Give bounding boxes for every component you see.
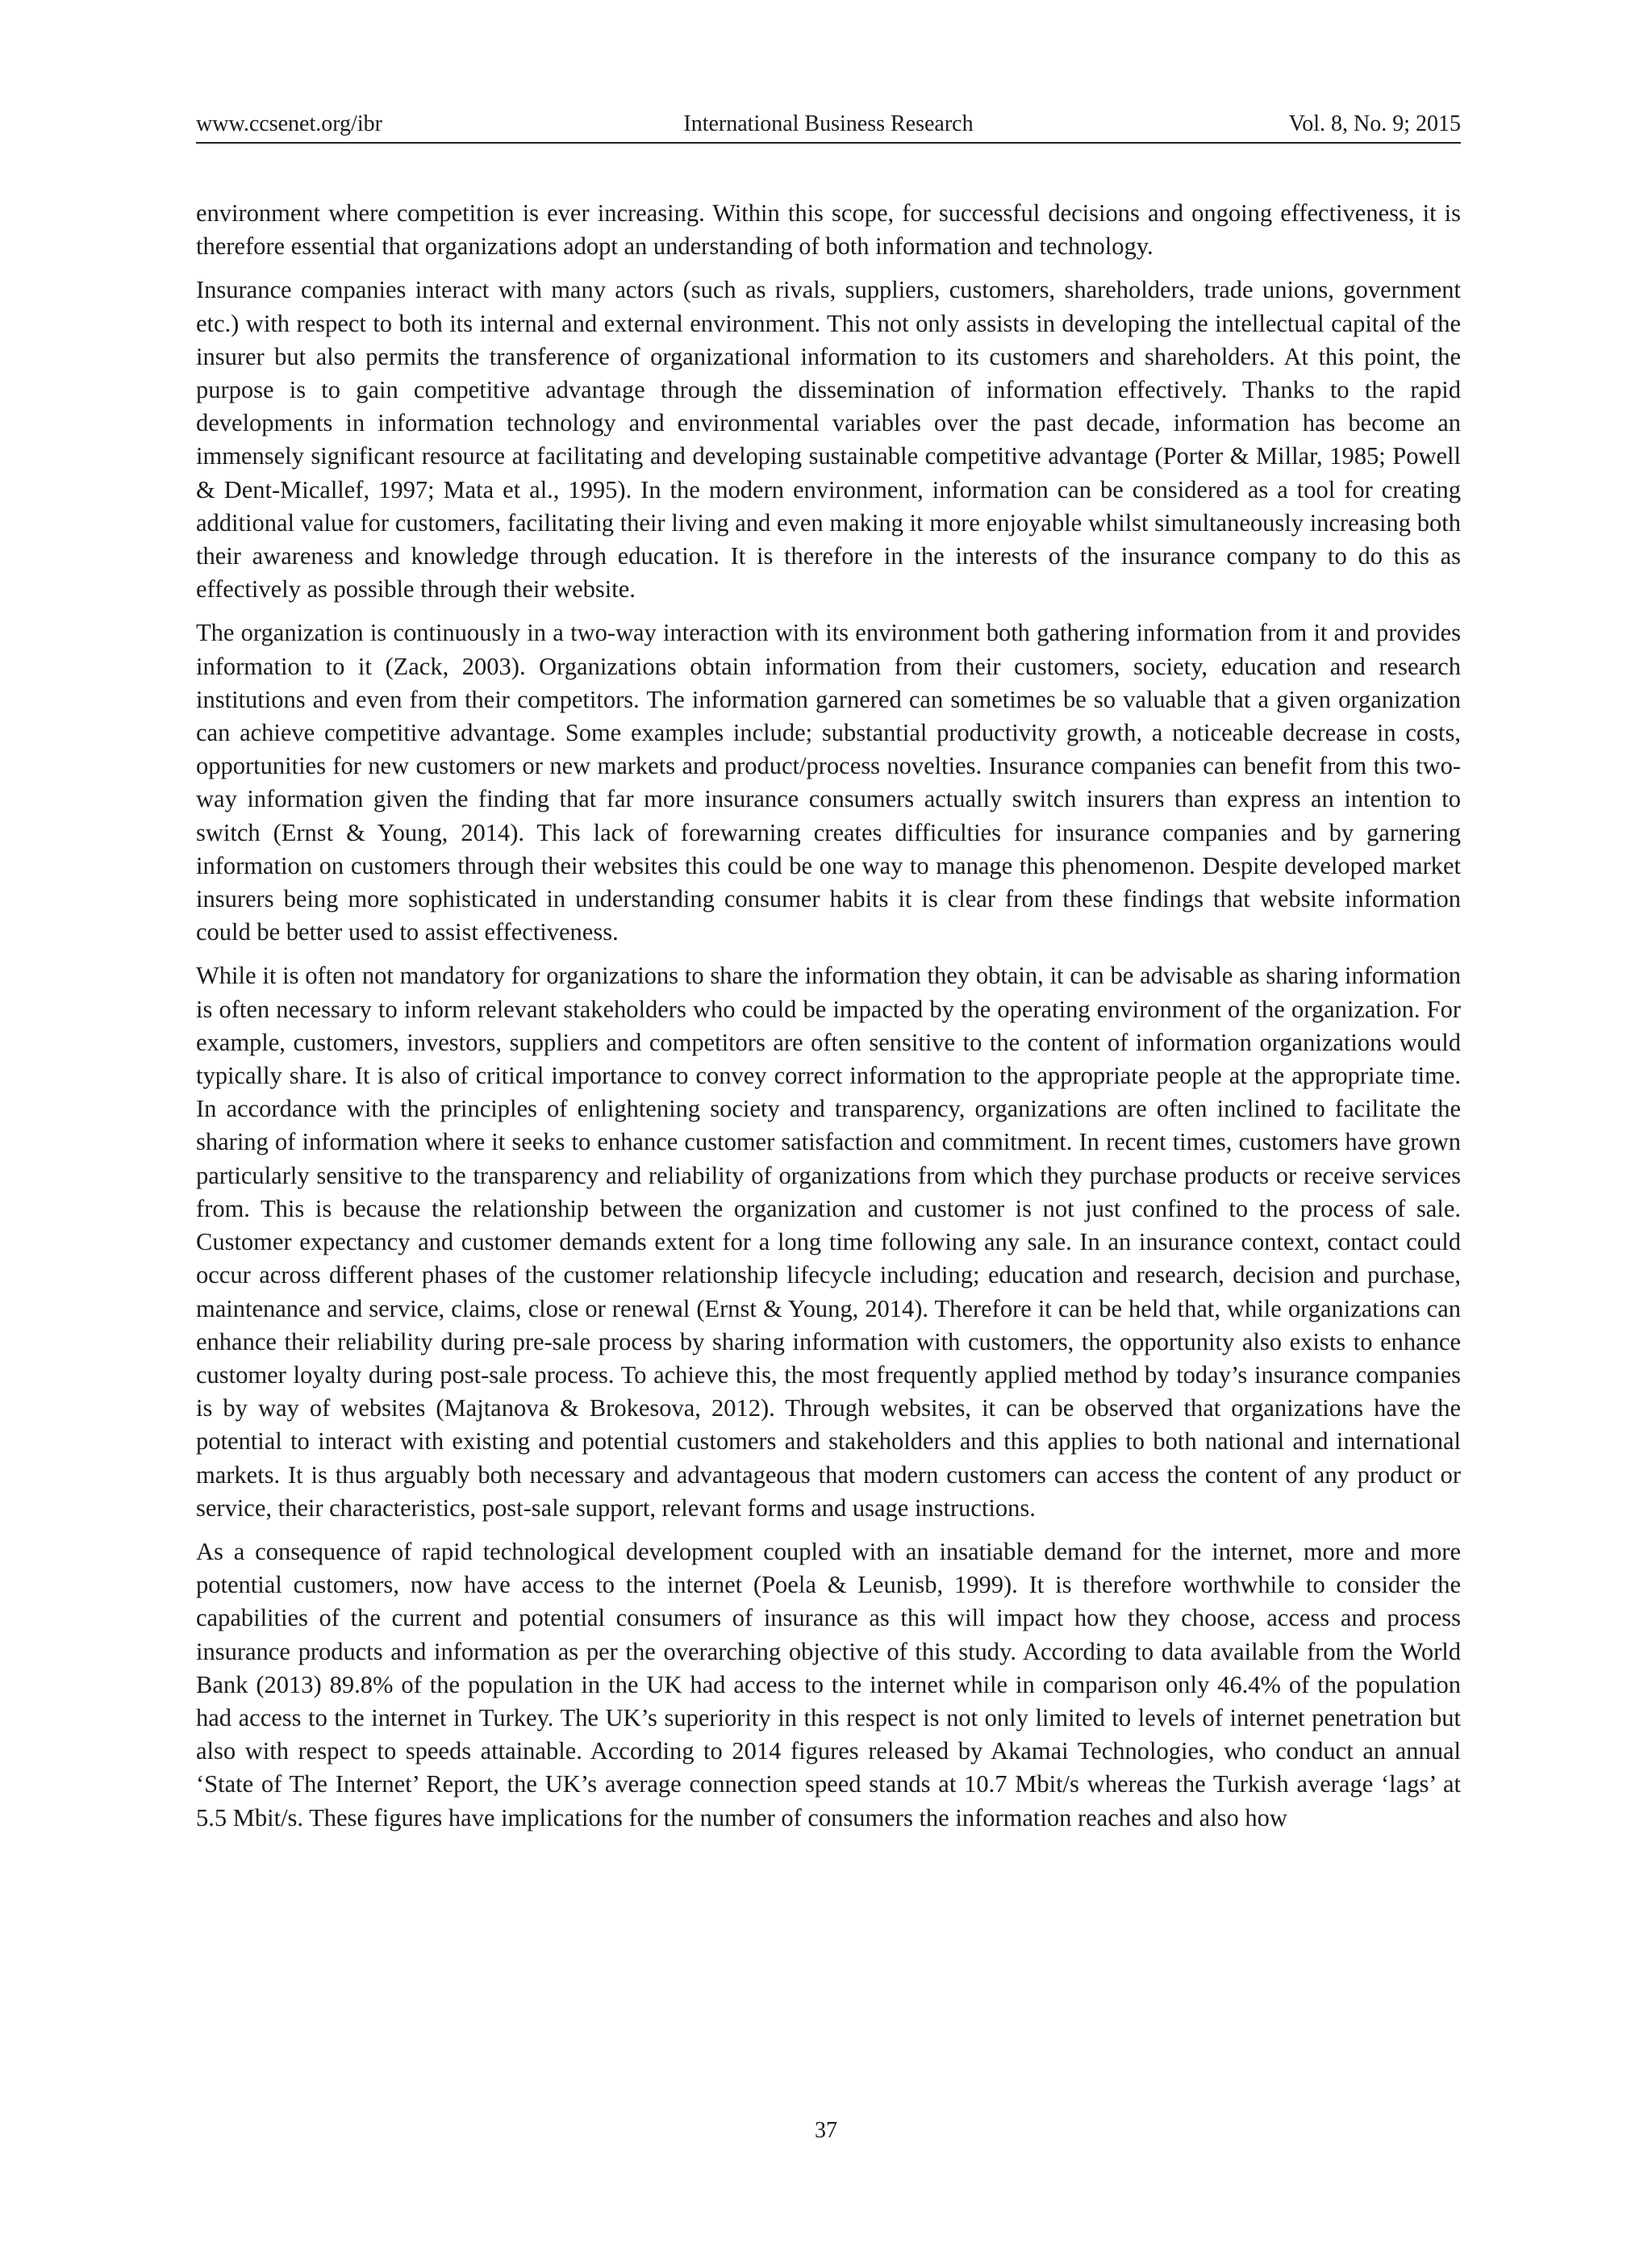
- page-header: [196, 107, 1461, 144]
- article-body: [196, 197, 1461, 1845]
- paragraph: While it is often not mandatory for organizations to share the information they obtain, it can be advisable as sharing information is often necessary to inform relevant stakeholders who could be impacted by the operating environment of the organization. For example, customers, investors, suppliers and competitors are often sensitive to the content of information organizations would typically share. It is also of critical importance to convey correct information to the appropriate people at the appropriate time. In accordance with the principles of enlightening society and transparency, organizations are often inclined to facilitate the sharing of information where it seeks to enhance customer satisfaction and commitment. In recent times, customers have grown particularly sensitive to the transparency and reliability of organizations from which they purchase products or receive services from. This is because the relationship between the organization and customer is not just confined to the process of sale. Customer expectancy and customer demands extent for a long time following any sale. In an insurance context, contact could occur across different phases of the customer relationship lifecycle including; education and research, decision and purchase, maintenance and service, claims, close or renewal (Ernst & Young, 2014). Therefore it can be held that, while organizations can enhance their reliability during pre-sale process by sharing information with customers, the opportunity also exists to enhance customer loyalty during post-sale process. To achieve this, the most frequently applied method by today’s insurance companies is by way of websites (Majtanova & Brokesova, 2012). Through websites, it can be observed that organizations have the potential to interact with existing and potential customers and stakeholders and this applies to both national and international markets. It is thus arguably both necessary and advantageous that modern customers can access the content of any product or service, their characteristics, post-sale support, relevant forms and usage instructions.: [196, 962, 1461, 1522]
- volume-info: Vol. 8, No. 9; 2015: [1288, 111, 1461, 136]
- paragraph: Insurance companies interact with many actors (such as rivals, suppliers, customers, shareholders, trade unions, government etc.) with respect to both its internal and external environment. This not only assists in developing the intellectual capital of the insurer but also permits the transference of organizational information to its customers and shareholders. At this point, the purpose is to gain competitive advantage through the dissemination of information effectively. Thanks to the rapid developments in information technology and environmental variables over the past decade, information has become an immensely significant resource at facilitating and developing sustainable competitive advantage (Porter & Millar, 1985; Powell & Dent-Micallef, 1997; Mata et al., 1995). In the modern environment, information can be considered as a tool for creating additional value for customers, facilitating their living and even making it more enjoyable whilst simultaneously increasing both their awareness and knowledge through education. It is therefore in the interests of the insurance company to do this as effectively as possible through their website.: [196, 276, 1461, 604]
- journal-url: www.ccsenet.org/ibr: [196, 111, 382, 136]
- journal-title: International Business Research: [683, 111, 974, 136]
- paragraph: environment where competition is ever increasing. Within this scope, for successful decisions and ongoing effectiveness, it is therefore essential that organizations adopt an understanding of both information and technology.: [196, 199, 1461, 261]
- paragraph: As a consequence of rapid technological development coupled with an insatiable demand for the internet, more and more potential customers, now have access to the internet (Poela & Leunisb, 1999). It is therefore worthwhile to consider the capabilities of the current and potential consumers of insurance as this will impact how they choose, access and process insurance products and information as per the overarching objective of this study. According to data available from the World Bank (2013) 89.8% of the population in the UK had access to the internet while in comparison only 46.4% of the population had access to the internet in Turkey. The UK’s superiority in this respect is not only limited to levels of internet penetration but also with respect to speeds attainable. According to 2014 figures released by Akamai Technologies, who conduct an annual ‘State of The Internet’ Report, the UK’s average connection speed stands at 10.7 Mbit/s whereas the Turkish average ‘lags’ at 5.5 Mbit/s. These figures have implications for the number of consumers the information reaches and also how: [196, 1537, 1461, 1832]
- paragraph: The organization is continuously in a two-way interaction with its environment both gathering information from it and provides information to it (Zack, 2003). Organizations obtain information from their customers, society, education and research institutions and even from their competitors. The information garnered can sometimes be so valuable that a given organization can achieve competitive advantage. Some examples include; substantial productivity growth, a noticeable decrease in costs, opportunities for new customers or new markets and product/process novelties. Insurance companies can benefit from this two-way information given the finding that far more insurance consumers actually switch insurers than express an intention to switch (Ernst & Young, 2014). This lack of forewarning creates difficulties for insurance companies and by garnering information on customers through their websites this could be one way to manage this phenomenon. Despite developed market insurers being more sophisticated in understanding consumer habits it is clear from these findings that website information could be better used to assist effectiveness.: [196, 619, 1461, 946]
- page-number: 37: [815, 2118, 837, 2143]
